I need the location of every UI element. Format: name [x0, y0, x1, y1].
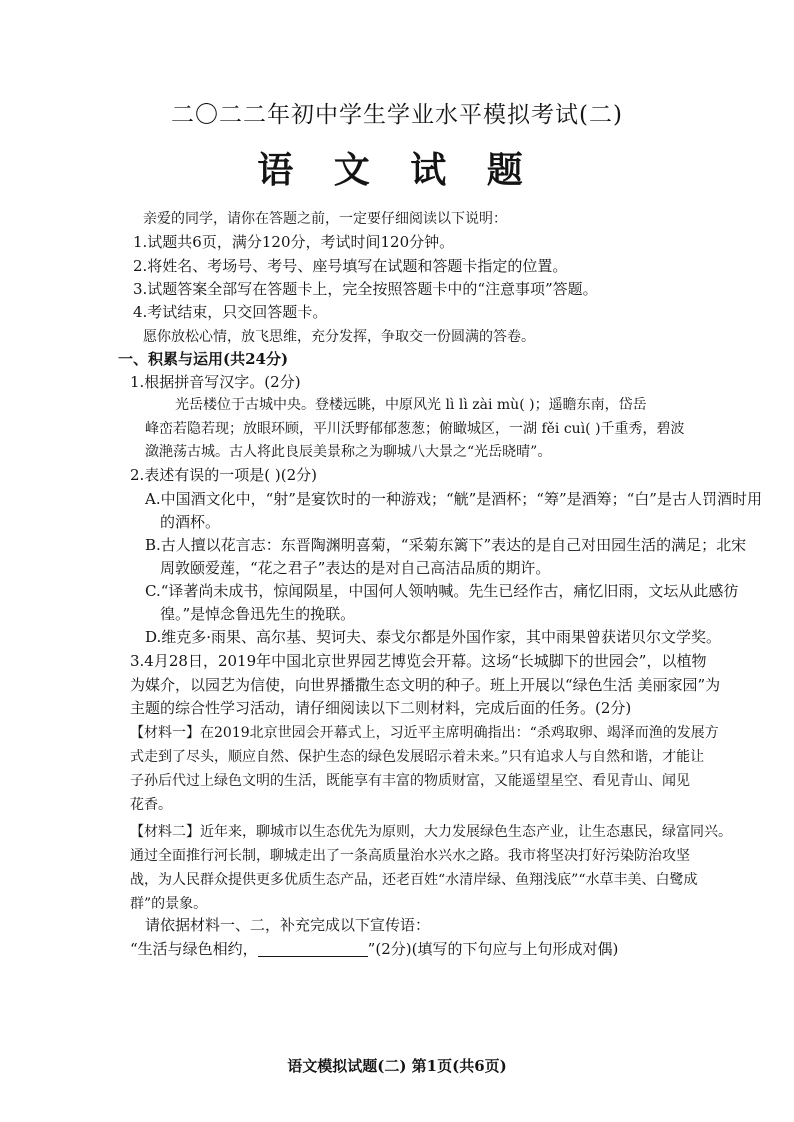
material-2-line: 【材料二】近年来，聊城市以生态优先为原则，大力发展绿色生态产业，让生态惠民，绿富同兴。 [130, 824, 732, 840]
page-footer: 语文模拟试题(二) 第1页(共6页) [287, 1057, 507, 1075]
question-1-text-line: 峰峦若隐若现；放眼环顾，平川沃野郁郁葱葱；俯瞰城区，一湖 fěi cuì( )千重秀，碧波 [145, 421, 685, 437]
question-2-option: 周敦颐爱莲，“花之君子”表达的是对自己高洁品质的期许。 [160, 559, 551, 577]
question-2-option: 的酒杯。 [160, 513, 221, 531]
instruction-item: 2.将姓名、考场号、考号、座号填写在试题和答题卡指定的位置。 [133, 257, 568, 275]
question-3-stem-line: 3.4月28日，2019年中国北京世界园艺博览会开幕。这场“长城脚下的世园会”，以植物 [130, 652, 707, 670]
instructions-intro: 亲爱的同学，请你在答题之前，一定要仔细阅读以下说明： [143, 211, 507, 227]
question-2-option: 徨。”是悼念鲁迅先生的挽联。 [160, 605, 356, 623]
material-1-line: 【材料一】在2019北京世园会开幕式上，习近平主席明确指出：“杀鸡取卵、竭泽而渔的发展方 [130, 725, 719, 741]
instruction-item: 4.考试结束，只交回答题卡。 [133, 303, 328, 321]
question-2-option: B.古人擅以花言志：东晋陶渊明喜菊，“采菊东篱下”表达的是自己对田园生活的满足；北宋 [145, 536, 747, 554]
material-1-line: 式走到了尽头，顺应自然、保护生态的绿色发展昭示着未来。”只有追求人与自然和谐，才能让 [130, 749, 705, 765]
instruction-item: 3.试题答案全部写在答题卡上，完全按照答题卡中的“注意事项”答题。 [133, 280, 598, 298]
question-2-stem: 2.表述有误的一项是( )(2分) [130, 466, 318, 484]
question-2-option: A.中国酒文化中，“射”是宴饮时的一种游戏；“觥”是酒杯；“筹”是酒筹；“白”是古人罚酒时用 [145, 490, 762, 508]
answer-blank[interactable] [258, 942, 368, 957]
question-1-stem: 1.根据拼音写汉字。(2分) [130, 373, 301, 391]
answer-prefix: “生活与绿色相约， [130, 940, 258, 958]
section-heading: 一、积累与运用(共24分) [118, 350, 289, 368]
question-3-stem-line: 主题的综合性学习活动，请仔细阅读以下二则材料，完成后面的任务。(2分) [130, 699, 632, 717]
material-2-line: 通过全面推行河长制，聊城走出了一条高质量治水兴水之路。我市将坚决打好污染防治攻坚 [130, 848, 690, 864]
instructions-closing: 愿你放松心情，放飞思维，充分发挥，争取交一份圆满的答卷。 [143, 329, 535, 345]
question-2-option: D.维克多·雨果、高尔基、契诃夫、泰戈尔都是外国作家，其中雨果曾获诺贝尔文学奖。 [145, 628, 722, 646]
question-3-answer-line [130, 942, 618, 957]
subject-title: 语 文 试 题 [257, 149, 537, 191]
question-3-task: 请依据材料一、二，补充完成以下宣传语： [145, 916, 431, 934]
question-1-text-line: 光岳楼位于古城中央。登楼远眺，中原风光 lì lì zài mù( )；遥瞻东南，岱岳 [175, 397, 647, 413]
instruction-item: 1.试题共6页，满分120分，考试时间120分钟。 [133, 233, 455, 251]
exam-title: 二〇二二年初中学生学业水平模拟考试(二) [171, 102, 623, 128]
question-2-option: C.“译著尚未成书，惊闻陨星，中国何人领呐喊。先生已经作古，痛忆旧雨，文坛从此感彷 [145, 582, 739, 600]
material-2-line: 战，为人民群众提供更多优质生态产品，还老百姓“水清岸绿、鱼翔浅底”“水草丰美、白鹭成 [130, 872, 698, 888]
answer-suffix: ”(2分)(填写的下句应与上句形成对偶) [367, 940, 619, 958]
material-1-line: 花香。 [130, 797, 172, 813]
question-3-stem-line: 为媒介，以园艺为信使，向世界播撒生态文明的种子。班上开展以“绿色生活 美丽家园”为 [130, 676, 721, 694]
question-1-text-line: 潋滟荡古城。古人将此良辰美景称之为聊城八大景之“光岳晓晴”。 [145, 444, 552, 460]
material-1-line: 子孙后代过上绿色文明的生活，既能享有丰富的物质财富，又能遥望星空、看见青山、闻见 [130, 773, 690, 789]
material-2-line: 群”的景象。 [130, 896, 208, 912]
